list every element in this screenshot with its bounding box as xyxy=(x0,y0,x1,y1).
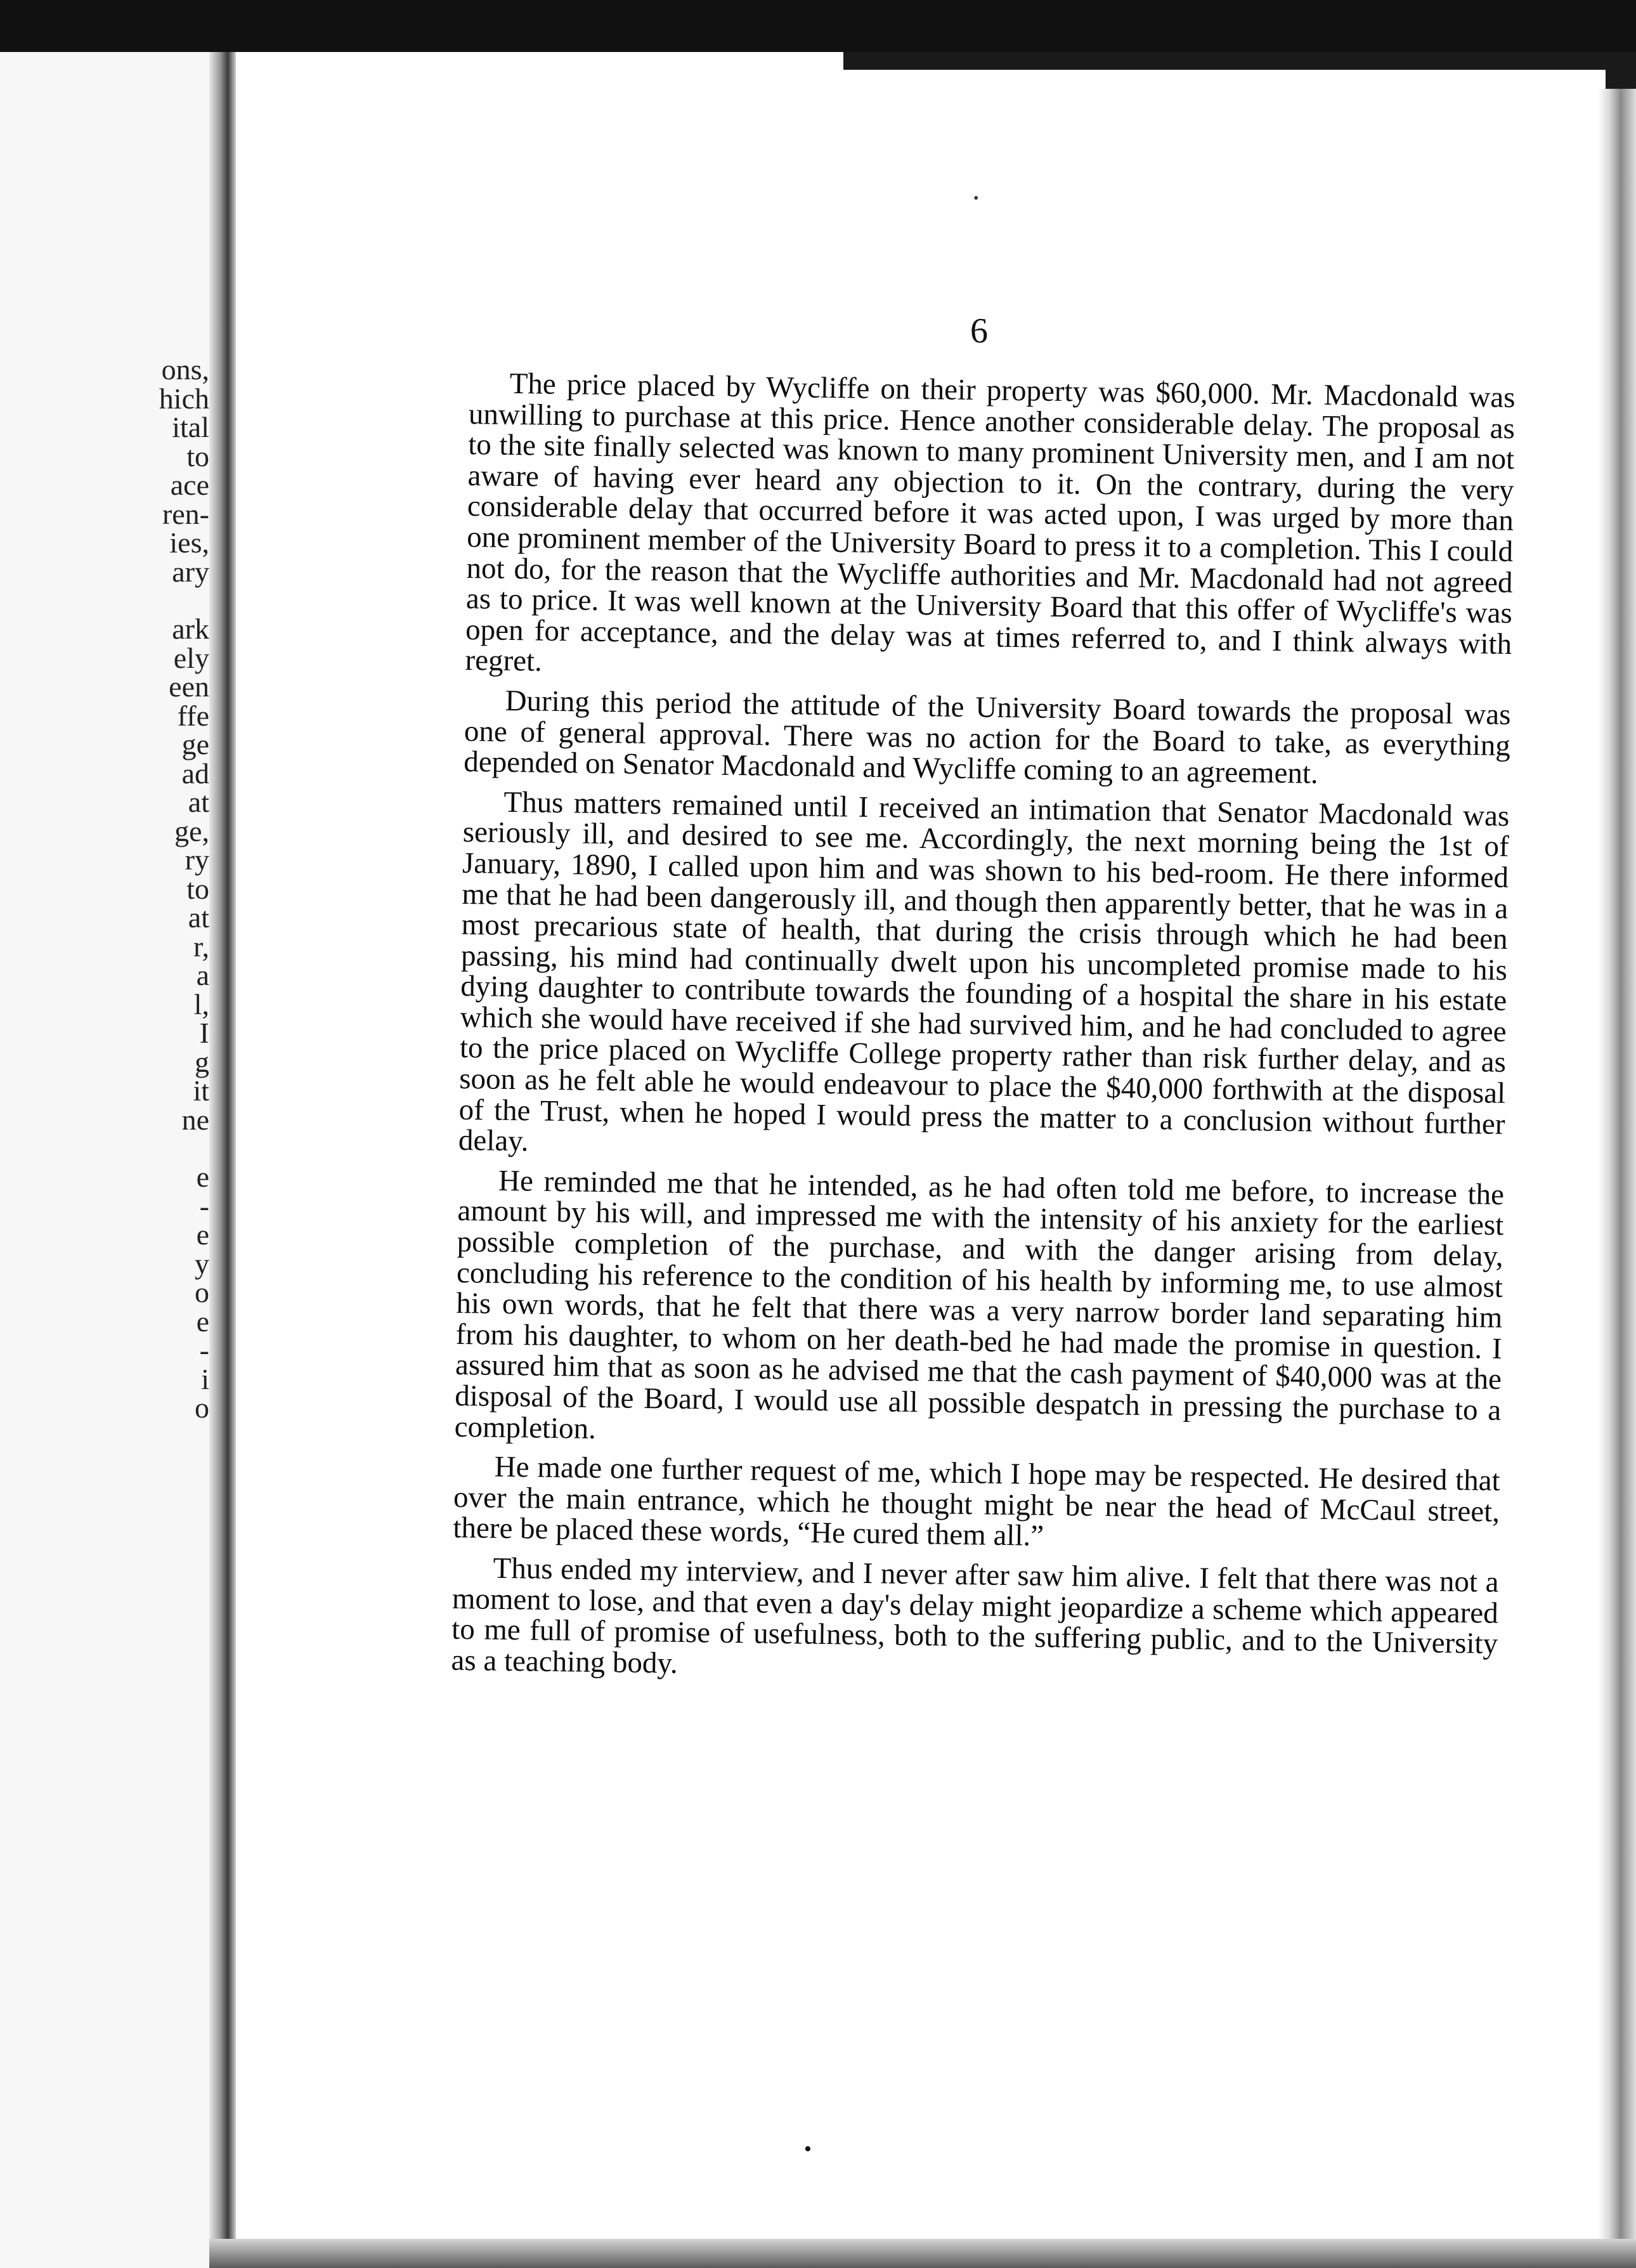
left-fragment-15: at xyxy=(188,786,209,818)
left-fragment-23: I xyxy=(199,1017,209,1049)
page-right-edge xyxy=(1598,89,1636,2268)
left-fragment-26: ne xyxy=(181,1103,209,1136)
left-fragment-8 xyxy=(0,586,209,615)
paragraph-6: Thus ended my interview, and I never after saw him alive. I felt that there was not a moment to lose, and that even a day's delay might jeopardize a scheme which appeared to me full of promise of usefulness, both to the suffering public, and to the University as a teaching body. xyxy=(451,1551,1499,1680)
left-fragment-4: ace xyxy=(170,469,209,501)
previous-page-text-fragments xyxy=(0,355,209,1423)
left-fragment-19: at xyxy=(188,901,209,934)
left-fragment-21: a xyxy=(196,959,209,991)
left-fragment-10: ely xyxy=(173,641,209,674)
top-dot-mark: • xyxy=(973,190,979,207)
left-fragment-29: - xyxy=(199,1189,209,1222)
left-fragment-32: o xyxy=(195,1276,209,1308)
page-gutter-fold xyxy=(209,52,236,2268)
left-fragment-13: ge xyxy=(181,728,209,760)
scanner-top-band xyxy=(0,0,1636,52)
left-fragment-30: e xyxy=(196,1218,209,1251)
left-fragment-33: e xyxy=(196,1305,209,1338)
paragraph-2: During this period the attitude of the University Board towards the proposal was one of general approval. There was no action for the Board to take, as everything depended on Senator Macdonald and Wycliffe coming to an agreement. xyxy=(463,684,1511,790)
scanner-bottom-band xyxy=(209,2239,1636,2268)
left-fragment-35: i xyxy=(201,1362,209,1395)
paragraph-3: Thus matters remained until I received an intimation that Senator Macdonald was seriously ill, and desired to see me. Accordingly, the next morning being the 1st of January, 1890, I called upon him and was shown to his bed-room. He there informed me that he had been dangerously ill, and though then apparently better, that he was in a most precarious state of health, that during the crisis through which he had been passing, his mind had continually dwelt upon his uncompleted promise made to his dying daughter to contribute towards the founding of a hospital the share in his estate which she would have received if she had survived him, and he had concluded to agree to the price placed on Wycliffe College property rather than risk further delay, and as soon as he felt able he would endeavour to place the $40,000 forthwith at the disposal of the Trust, when he hoped I would press the matter to a conclusion without further delay. xyxy=(458,785,1510,1158)
paragraph-1: The price placed by Wycliffe on their property was $60,000. Mr. Macdonald was unwilling to purchase at this price. Hence another considerable delay. The proposal as to the site finally selected was known to many prominent University men, and I am not aware of having ever heard any objection to it. On the contrary, during the very considerable delay that occurred before it was acted upon, I was urged by more than one prominent member of the University Board to press it to a completion. This I could not do, for the reason that the Wycliffe authorities and Mr. Macdonald had not agreed as to price. It was well known at the University Board that this offer of Wycliffe's was open for acceptance, and the delay was at times referred to, and I think always with regret. xyxy=(465,367,1516,678)
left-fragment-16: ge, xyxy=(174,814,209,847)
left-fragment-11: een xyxy=(169,670,209,703)
left-fragment-28: e xyxy=(196,1161,209,1193)
left-fragment-5: ren- xyxy=(162,497,209,530)
left-fragment-0: ons, xyxy=(161,353,209,386)
left-fragment-17: ry xyxy=(185,844,209,876)
left-fragment-18: to xyxy=(186,872,209,905)
left-fragment-12: ffe xyxy=(177,699,209,732)
paragraph-5: He made one further request of me, which I hope may be respected. He desired that over the main entrance, which he thought might be near the head of McCaul street, there be placed these words, “He cured them all.” xyxy=(453,1450,1501,1553)
left-fragment-14: ad xyxy=(181,757,209,790)
body-text xyxy=(451,368,1516,1690)
paragraph-4: He reminded me that he intended, as he had often told me before, to increase the amount by his will, and impressed me with the intensity of his anxiety for the earliest possible completion of the purchase, and with the danger arising from delay, concluding his reference to the condition of his health by informing me, to use almost his own words, that he felt that there was a very narrow border land separating him from his daughter, to whom on her death-bed he had made the promise in question. I assured him that as soon as he advised me that the cash payment of $40,000 was at the disposal of the Board, I would use all possible despatch in pressing the purchase to a completion. xyxy=(454,1164,1505,1445)
left-fragment-22: l, xyxy=(193,987,209,1020)
left-fragment-6: ies, xyxy=(169,526,209,559)
left-fragment-3: to xyxy=(186,440,209,472)
left-fragment-20: r, xyxy=(193,930,209,963)
left-fragment-25: it xyxy=(193,1074,209,1107)
left-fragment-36: o xyxy=(195,1391,209,1424)
left-fragment-31: y xyxy=(195,1247,209,1280)
left-fragment-2: ital xyxy=(172,411,209,443)
left-fragment-27 xyxy=(0,1134,209,1163)
left-fragment-34: - xyxy=(199,1334,209,1366)
bottom-dot-mark: • xyxy=(804,2137,812,2161)
left-fragment-1: hich xyxy=(159,382,209,415)
left-fragment-9: ark xyxy=(172,613,209,645)
left-fragment-7: ary xyxy=(172,555,209,588)
left-fragment-24: g xyxy=(195,1045,209,1078)
page-number: 6 xyxy=(970,311,988,351)
